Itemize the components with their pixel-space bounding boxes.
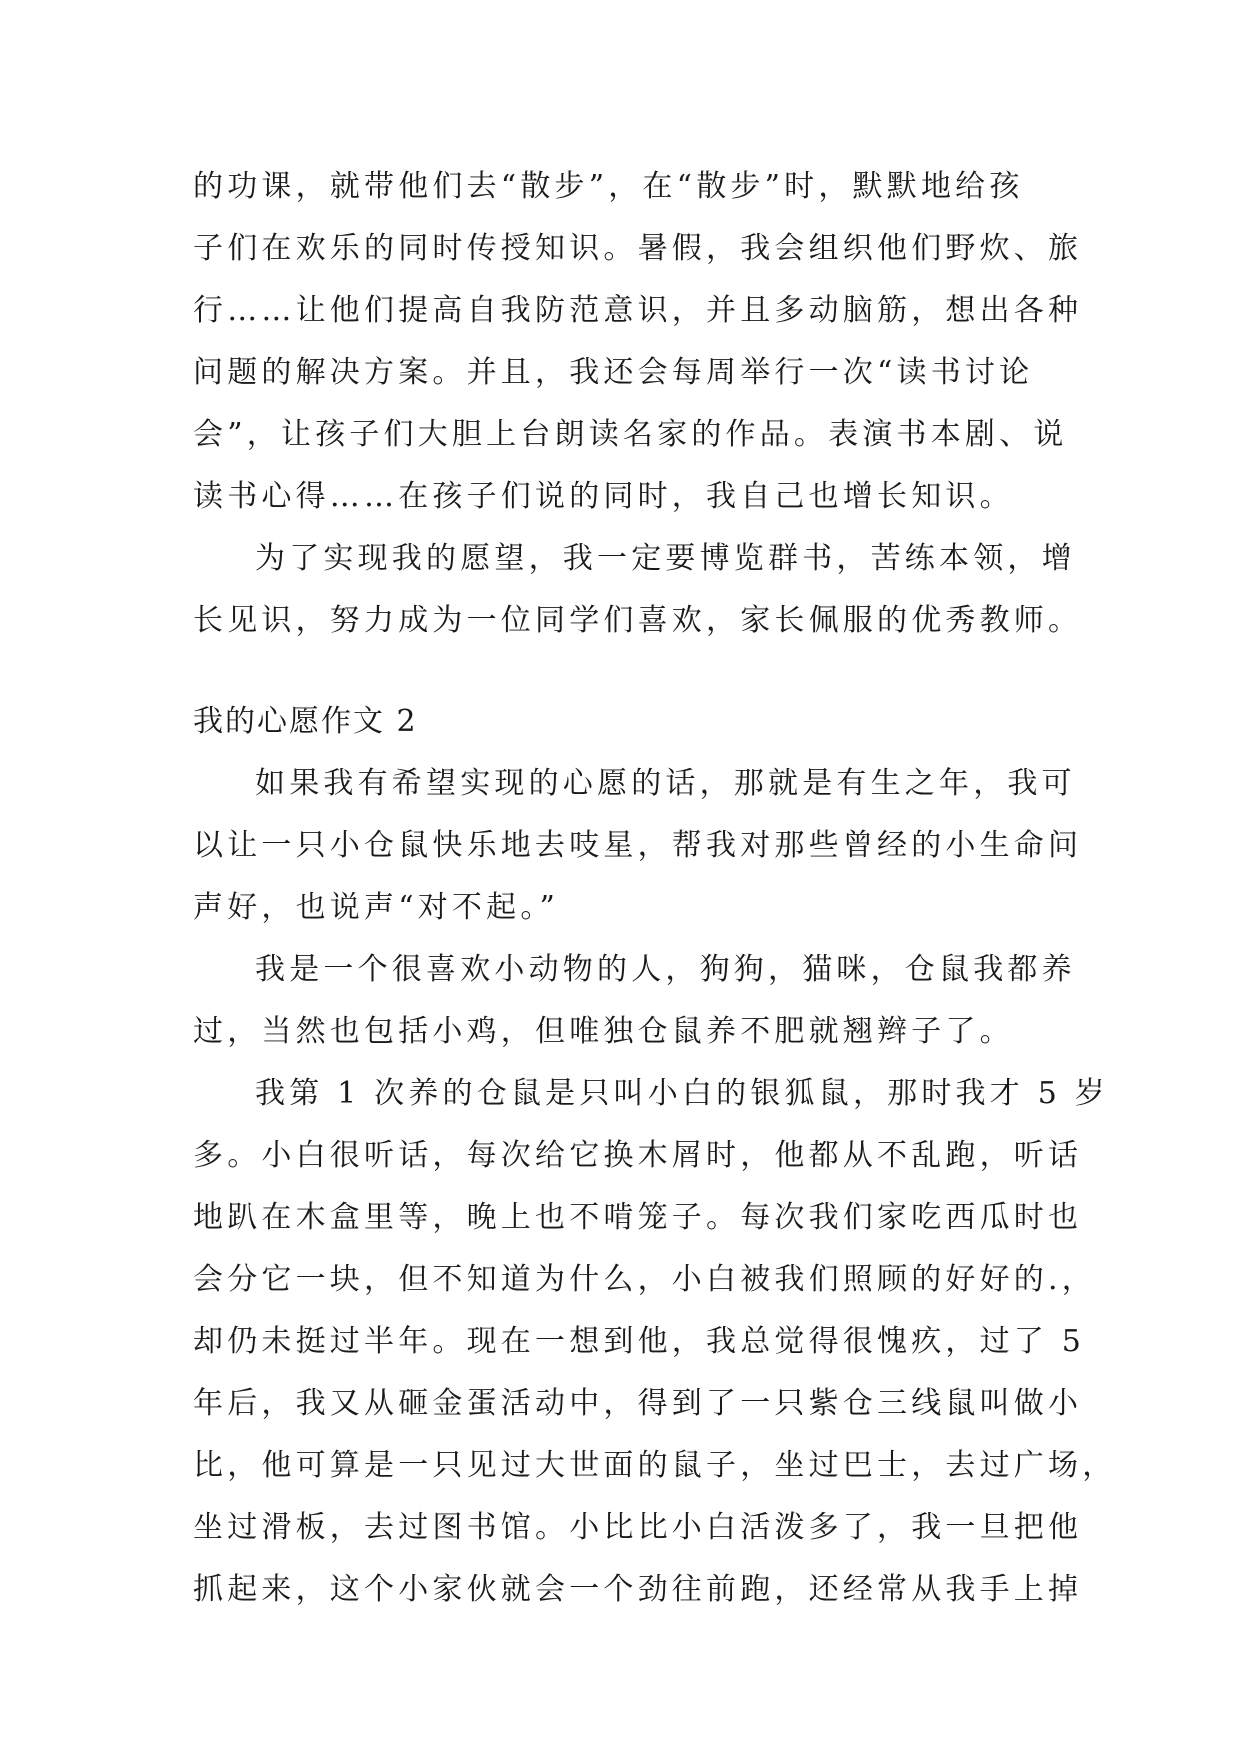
text-line: 读书心得……在孩子们说的同时，我自己也增长知识。 xyxy=(193,479,1014,514)
section-heading: 我的心愿作文 2 xyxy=(193,704,418,739)
text-line: 子们在欢乐的同时传授知识。暑假，我会组织他们野炊、旅 xyxy=(193,231,1083,266)
text-line: 长见识，努力成为一位同学们喜欢，家长佩服的优秀教师。 xyxy=(193,603,1083,638)
text-line: 坐过滑板，去过图书馆。小比比小白活泼多了，我一旦把他 xyxy=(193,1510,1083,1545)
text-line: 的功课，就带他们去“散步”，在“散步”时，默默地给孩 xyxy=(193,169,1024,204)
text-line: 抓起来，这个小家伙就会一个劲往前跑，还经常从我手上掉 xyxy=(193,1572,1083,1607)
text-line: 以让一只小仓鼠快乐地去吱星，帮我对那些曾经的小生命问 xyxy=(193,828,1083,863)
text-line: 年后，我又从砸金蛋活动中，得到了一只紫仓三线鼠叫做小 xyxy=(193,1386,1083,1421)
text-line: 会分它一块，但不知道为什么，小白被我们照顾的好好的.， xyxy=(193,1262,1096,1297)
text-line: 行……让他们提高自我防范意识，并且多动脑筋，想出各种 xyxy=(193,293,1083,328)
text-line: 过，当然也包括小鸡，但唯独仓鼠养不肥就翘辫子了。 xyxy=(193,1014,1014,1049)
text-line: 地趴在木盒里等，晚上也不啃笼子。每次我们家吃西瓜时也 xyxy=(193,1200,1083,1235)
text-line: 声好，也说声“对不起。” xyxy=(193,890,560,925)
text-line: 问题的解决方案。并且，我还会每周举行一次“读书讨论 xyxy=(193,355,1034,390)
text-line: 多。小白很听话，每次给它换木屑时，他都从不乱跑，听话 xyxy=(193,1138,1083,1173)
text-line: 会”，让孩子们大胆上台朗读名家的作品。表演书本剧、说 xyxy=(193,417,1068,452)
text-line: 如果我有希望实现的心愿的话，那就是有生之年，我可 xyxy=(255,766,1076,801)
text-line: 我第 1 次养的仓鼠是只叫小白的银狐鼠，那时我才 5 岁 xyxy=(255,1076,1109,1111)
text-line: 为了实现我的愿望，我一定要博览群书，苦练本领，增 xyxy=(255,541,1076,576)
text-line: 却仍未挺过半年。现在一想到他，我总觉得很愧疚，过了 5 xyxy=(193,1324,1086,1359)
text-line: 比，他可算是一只见过大世面的鼠子，坐过巴士，去过广场， xyxy=(193,1448,1117,1483)
text-line: 我是一个很喜欢小动物的人，狗狗，猫咪，仓鼠我都养 xyxy=(255,952,1076,987)
